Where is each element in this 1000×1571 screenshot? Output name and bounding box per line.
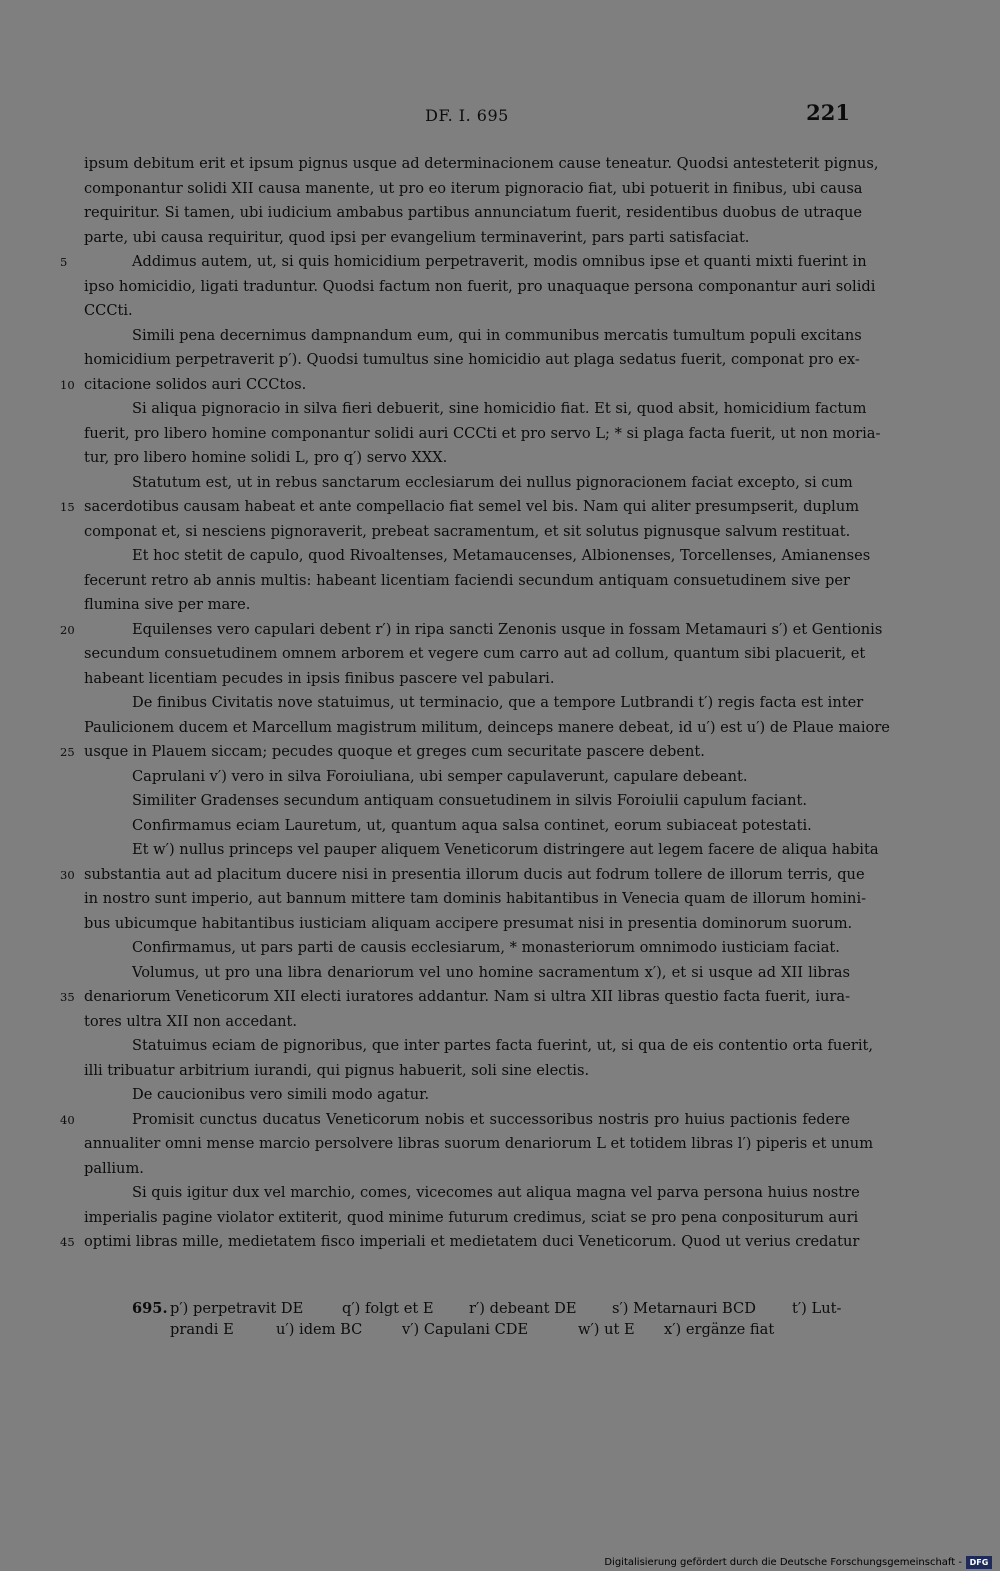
line-text: Volumus, ut pro una libra denariorum vel uno homine sacramentum x′), et si usque ad XII libras <box>132 963 850 981</box>
line-text: componantur solidi XII causa manente, ut pro eo iterum pignoracio fiat, ubi potuerit in finibus, ubi causa <box>84 179 863 197</box>
line-text: Et hoc stetit de capulo, quod Rivoaltenses, Metamaucenses, Albionenses, Torcellenses, Amianenses <box>132 547 871 564</box>
line-text: Equilenses vero capulari debent r′) in ripa sancti Zenonis usque in fossam Metamauri s′) et Gentionis <box>132 620 883 638</box>
text-line <box>84 1083 850 1108</box>
line-text: Si aliqua pignoracio in silva fieri debuerit, sine homicidio fiat. Et si, quod absit, homicidium factum <box>132 400 867 417</box>
text-line <box>60 373 850 398</box>
line-text: sacerdotibus causam habeat et ante compellacio fiat semel vel bis. Nam qui aliter presumpserit, duplum <box>84 498 860 515</box>
page-number: 221 <box>806 100 850 125</box>
digitization-credit: Digitalisierung gefördert durch die Deutsche Forschungsgemeinschaft - <box>604 1557 962 1568</box>
line-text: Et w′) nullus princeps vel pauper aliquem Veneticorum distringere aut legem facere de aliqua habita <box>132 841 879 858</box>
line-text: Promisit cunctus ducatus Veneticorum nobis et successoribus nostris pro huius pactionis federe <box>132 1110 850 1128</box>
line-text: ipsum debitum erit et ipsum pignus usque ad determinacionem cause teneatur. Quodsi antesteterit pignus, <box>84 155 879 172</box>
line-number: 35 <box>60 990 75 1004</box>
line-number: 15 <box>60 500 75 514</box>
text-line <box>84 1059 850 1084</box>
text-line <box>60 740 850 765</box>
text-line <box>84 201 862 226</box>
text-line <box>84 299 850 324</box>
footnote-v: v′) Capulani CDE <box>402 1321 529 1338</box>
text-line <box>84 422 881 447</box>
line-text: Confirmamus, ut pars parti de causis ecclesiarum, * monasteriorum omnimodo iusticiam faciat. <box>132 939 840 956</box>
text-line <box>84 446 850 471</box>
text-line <box>84 348 860 373</box>
line-text: tores ultra XII non accedant. <box>84 1012 298 1030</box>
line-text: Caprulani v′) vero in silva Foroiuliana, ubi semper capulaverunt, capulare debeant. <box>132 767 748 785</box>
footnote-t: t′) Lut- <box>792 1300 842 1317</box>
line-text: usque in Plauem siccam; pecudes quoque et greges cum securitate pascere debent. <box>84 743 705 760</box>
line-text: secundum consuetudinem omnem arborem et vegere cum carro aut ad collum, quantum sibi placuerit, et <box>84 645 866 662</box>
line-number: 40 <box>60 1112 75 1127</box>
line-text: fuerit, pro libero homine componantur solidi auri CCCti et pro servo L; * si plaga facta fuerit, ut non moria- <box>84 424 881 442</box>
line-text: ipso homicidio, ligati traduntur. Quodsi factum non fuerit, pro unaquaque persona componantur auri solidi <box>84 277 876 295</box>
line-text: in nostro sunt imperio, aut bannum mittere tam dominis habitantibus in Venecia quam de illorum homini- <box>84 890 867 907</box>
page-header <box>84 100 850 130</box>
line-text: CCCti. <box>84 302 133 319</box>
text-line <box>84 275 876 300</box>
line-text: parte, ubi causa requiritur, quod ipsi per evangelium terminaverint, pars parti satisfaciat. <box>84 228 750 246</box>
line-text: denariorum Veneticorum XII electi iuratores addantur. Nam si ultra XII libras questio facta fuerit, iura- <box>84 988 850 1005</box>
text-line <box>84 838 879 863</box>
line-text: Simili pena decernimus dampnandum eum, qui in communibus mercatis tumultum populi excitans <box>132 326 862 344</box>
line-text: requiritur. Si tamen, ubi iudicium ambabus partibus annunciatum fuerit, residentibus duobus de utraque <box>84 204 862 221</box>
footnote-doc-number: 695. <box>132 1300 168 1317</box>
text-line <box>84 667 850 692</box>
text-line <box>84 520 850 545</box>
text-line <box>84 593 850 618</box>
text-line <box>84 691 864 716</box>
line-text: flumina sive per mare. <box>84 596 251 613</box>
line-number: 10 <box>60 377 75 392</box>
line-text: componat et, si nesciens pignoraverit, prebeat sacramentum, et sit solutus pignusque salvum restituat. <box>84 522 851 540</box>
line-text: homicidium perpetraverit p′). Quodsi tumultus sine homicidio aut plaga sedatus fuerit, componat pro ex- <box>84 351 860 368</box>
text-line <box>84 642 866 667</box>
text-line <box>84 887 867 912</box>
line-text: imperialis pagine violator extiterit, quod minime futurum credimus, sciat se pro pena conpositurum auri <box>84 1208 859 1226</box>
text-line <box>84 716 890 741</box>
line-text: Paulicionem ducem et Marcellum magistrum militum, deinceps manere debeat, id u′) est u′) de Plaue maiore <box>84 718 890 736</box>
text-line <box>60 250 867 275</box>
line-text: habeant licentiam pecudes in ipsis finibus pascere vel pabulari. <box>84 669 555 687</box>
text-line <box>84 814 850 839</box>
text-line <box>60 863 865 888</box>
footnote-r: r′) debeant DE <box>469 1300 577 1317</box>
line-text: De caucionibus vero simili modo agatur. <box>132 1086 430 1103</box>
text-line <box>84 912 853 937</box>
text-line <box>60 985 850 1010</box>
document-body <box>60 152 890 1255</box>
text-line <box>84 789 850 814</box>
text-line <box>60 495 860 520</box>
line-number: 25 <box>60 745 75 759</box>
line-text: bus ubicumque habitantibus iusticiam aliquam accipere presumat nisi in presentia dominorum suorum. <box>84 914 853 932</box>
text-line <box>84 324 862 349</box>
line-text: Si quis igitur dux vel marchio, comes, vicecomes aut aliqua magna vel parva persona huius nostre <box>132 1184 860 1201</box>
line-text: tur, pro libero homine solidi L, pro q′) servo XXX. <box>84 449 448 466</box>
text-line <box>60 618 883 643</box>
line-text: Statuimus eciam de pignoribus, que inter partes facta fuerint, ut, si qua de eis contentio orta fuerit, <box>132 1037 874 1054</box>
line-text: citacione solidos auri CCCtos. <box>84 375 307 393</box>
text-line <box>84 765 850 790</box>
line-text: annualiter omni mense marcio persolvere libras suorum denariorum L et totidem libras l′) piperis et unum <box>84 1135 874 1152</box>
text-line <box>60 1108 850 1133</box>
footnote-t-cont: prandi E <box>170 1321 234 1338</box>
footnote-line-2 <box>84 1319 850 1340</box>
line-text: optimi libras mille, medietatem fisco imperiali et medietatem duci Veneticorum. Quod ut verius credatur <box>84 1233 860 1250</box>
line-text: pallium. <box>84 1159 144 1177</box>
line-number: 30 <box>60 867 75 882</box>
footnote-x: x′) ergänze fiat <box>664 1321 775 1338</box>
line-number: 45 <box>60 1235 75 1249</box>
text-line <box>84 226 850 251</box>
line-number: 5 <box>60 255 68 269</box>
line-text: Addimus autem, ut, si quis homicidium perpetraverit, modis omnibus ipse et quanti mixti fuerint in <box>132 253 867 270</box>
text-line <box>84 544 871 569</box>
footnote-u: u′) idem BC <box>276 1321 363 1338</box>
text-line <box>84 152 879 177</box>
text-line <box>84 1181 860 1206</box>
line-number: 20 <box>60 622 75 637</box>
text-line <box>84 936 850 961</box>
footnote-s: s′) Metarnauri BCD <box>612 1300 756 1317</box>
line-text: Statutum est, ut in rebus sanctarum ecclesiarum dei nullus pignoracionem faciat excepto, si cum <box>132 473 853 491</box>
text-line <box>84 1034 874 1059</box>
footnote-q: q′) folgt et E <box>342 1300 434 1317</box>
line-text: De finibus Civitatis nove statuimus, ut terminacio, que a tempore Lutbrandi t′) regis facta est inter <box>132 694 864 711</box>
footnotes <box>84 1298 850 1340</box>
text-line <box>84 471 853 496</box>
line-text: fecerunt retro ab annis multis: habeant licentiam faciendi secundum antiquam consuetudinem sive per <box>84 571 850 589</box>
line-text: illi tribuatur arbitrium iurandi, qui pignus habuerit, soli sine electis. <box>84 1061 590 1079</box>
running-head: DF. I. 695 <box>425 106 509 125</box>
text-line <box>84 1157 850 1182</box>
text-line <box>84 397 867 422</box>
text-line <box>84 961 850 986</box>
text-line <box>84 177 863 202</box>
footnote-line-1 <box>84 1298 850 1319</box>
line-text: Similiter Gradenses secundum antiquam consuetudinem in silvis Foroiulii capulum faciant. <box>132 792 807 809</box>
text-line <box>84 569 850 594</box>
text-line <box>84 1132 874 1157</box>
line-text: Confirmamus eciam Lauretum, ut, quantum aqua salsa continet, eorum subiaceat potestati. <box>132 816 812 834</box>
dfg-logo: DFG <box>966 1556 992 1569</box>
footnote-w: w′) ut E <box>578 1321 635 1338</box>
text-line <box>84 1206 859 1231</box>
line-text: substantia aut ad placitum ducere nisi in presentia illorum ducis aut fodrum tollere de illorum terris, que <box>84 865 865 883</box>
footnote-p: p′) perpetravit DE <box>170 1300 304 1317</box>
text-line <box>60 1230 860 1255</box>
text-line <box>84 1010 850 1035</box>
